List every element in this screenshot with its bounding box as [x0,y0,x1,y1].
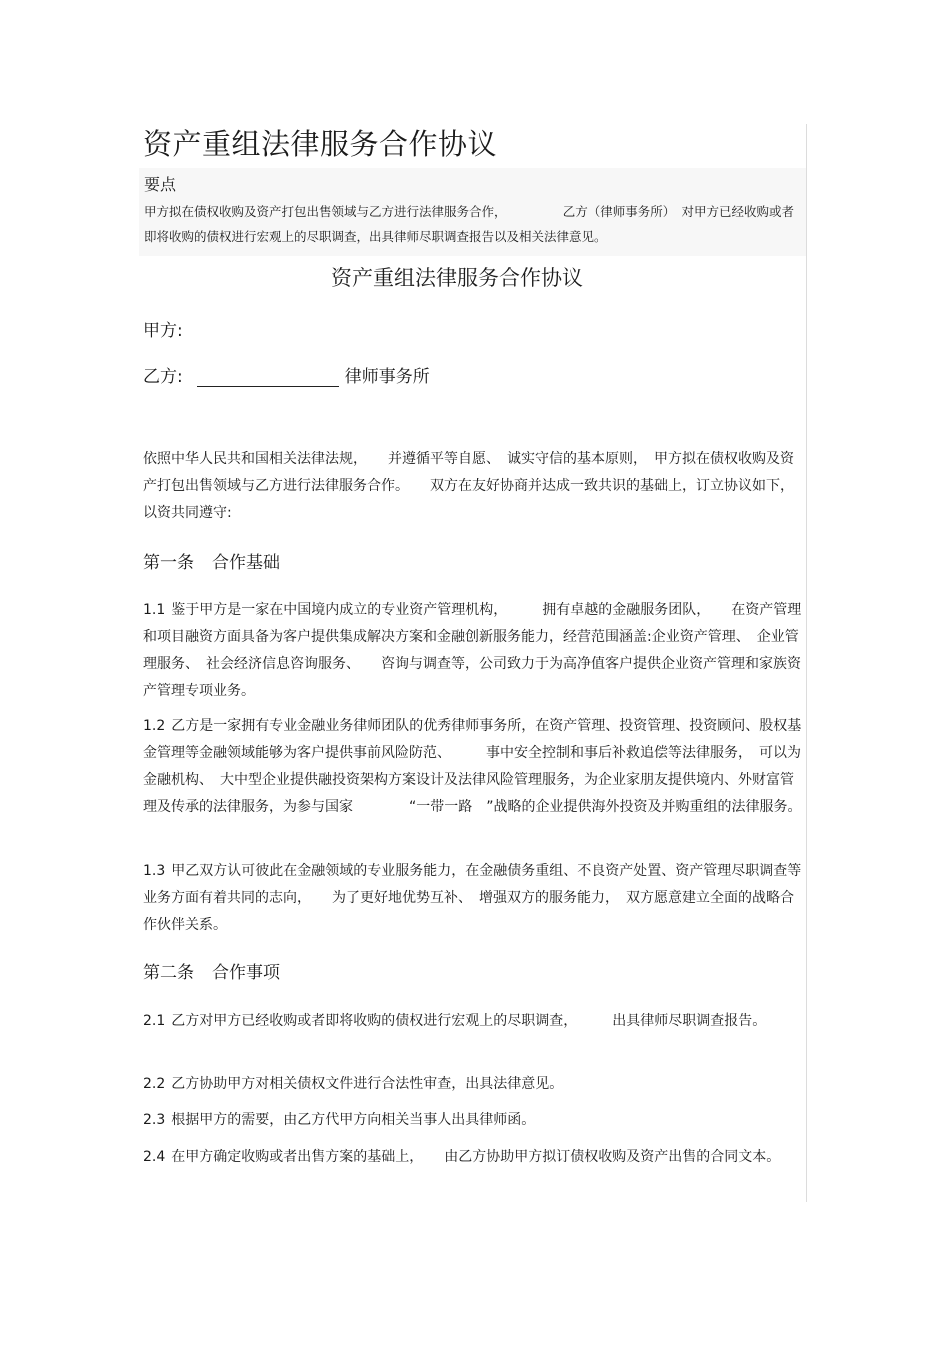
party-b-suffix: 律师事务所 [344,367,430,387]
clause-text: 甲乙双方认可彼此在金融领域的专业服务能力，在金融债务重组、不良资产处置、资产管理尽职调查等业务方面有着共同的志向， 为了更好地优势互补、 增强双方的服务能力， 双方愿意建立全面的战略合作伙伴关系。 [143,863,802,933]
clause-text: 乙方协助甲方对相关债权文件进行合法性审查，出具法律意见。 [171,1076,564,1092]
party-b-line [143,362,430,387]
party-a-label: 甲方: [143,321,183,341]
clause-number: 1.1 [143,602,166,618]
party-b-label: 乙方: [143,367,183,387]
summary-heading: 要点 [144,175,177,194]
party-a-line [143,316,183,341]
clause-1-3 [143,858,807,939]
summary-text: 甲方拟在债权收购及资产打包出售领域与乙方进行法律服务合作， 乙方（律师事务所） 对甲方已经收购或者即将收购的债权进行宏观上的尽职调查，出具律师尽职调查报告以及相关法律意见。 [144,204,795,244]
clause-2-1 [143,1008,807,1035]
article-2-heading [143,958,280,983]
document-title: 资产重组法律服务合作协议 [143,127,498,161]
clause-2-2 [143,1071,807,1098]
clause-number: 2.1 [143,1013,166,1029]
clause-text: 根据甲方的需要，由乙方代甲方向相关当事人出具律师函。 [171,1112,536,1128]
clause-text: 乙方对甲方已经收购或者即将收购的债权进行宏观上的尽职调查， 出具律师尽职调查报告。 [171,1013,767,1029]
article-1-heading [143,548,280,573]
clause-text: 乙方是一家拥有专业金融业务律师团队的优秀律师事务所，在资产管理、投资管理、投资顾问、股权基金管理等金融领域能够为客户提供事前风险防范、 事中安全控制和事后补救追偿等法律服务， 可以为金融机构、 大中型企业提供融投资架构方案设计及法律风险管理服务，为企业家朋友提供境内、外财富管理及传承的法律服务，为参与国家 “一带一路 ”战略的企业提供海外投资及并购重组的法律服务。 [143,718,802,815]
clause-number: 2.2 [143,1076,166,1092]
clause-2-3 [143,1107,807,1134]
clause-1-1 [143,597,807,705]
clause-text: 鉴于甲方是一家在中国境内成立的专业资产管理机构， 拥有卓越的金融服务团队， 在资产管理和项目融资方面具备为客户提供集成解决方案和金融创新服务能力，经营范围涵盖:企业资产管理、 企业管理服务、 社会经济信息咨询服务、 咨询与调查等，公司致力于为高净值客户提供企业资产管理和家族资产管理专项业务。 [143,602,802,699]
clause-text: 在甲方确定收购或者出售方案的基础上， 由乙方协助甲方拟订债权收购及资产出售的合同文本。 [171,1149,781,1165]
clause-1-2 [143,713,807,821]
clause-number: 1.2 [143,718,166,734]
clause-number: 2.4 [143,1149,166,1165]
preamble: 依照中华人民共和国相关法律法规， 并遵循平等自愿、 诚实守信的基本原则， 甲方拟在债权收购及资产打包出售领域与乙方进行法律服务合作。 双方在友好协商并达成一致共识的基础上，订立协议如下，以资共同遵守: [143,451,794,521]
clause-number: 1.3 [143,863,166,879]
article-2-title: 合作事项 [212,963,280,983]
article-1-title: 合作基础 [212,553,280,573]
clause-number: 2.3 [143,1112,166,1128]
article-2-number: 第二条 [143,963,194,983]
article-1-number: 第一条 [143,553,194,573]
clause-2-4 [143,1144,807,1171]
summary-box [139,168,806,256]
agreement-title: 资产重组法律服务合作协议 [331,266,583,290]
party-b-blank [197,366,339,387]
